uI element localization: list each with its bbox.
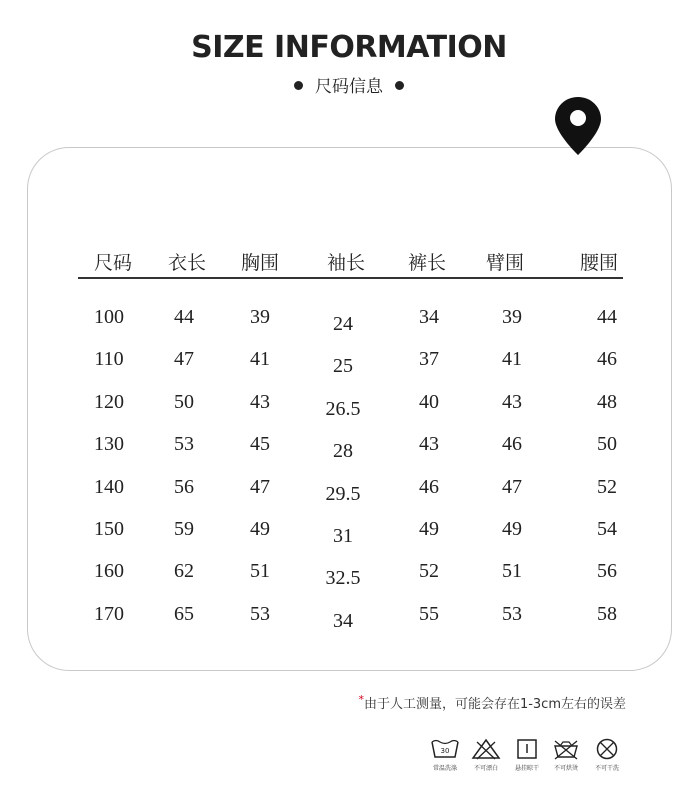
cell-waist: 58 — [597, 602, 617, 625]
bullet-left-icon — [294, 81, 303, 90]
cell-waist: 52 — [597, 475, 617, 498]
cell-size: 130 — [94, 433, 124, 456]
cell-length: 59 — [174, 518, 194, 540]
table-row — [0, 306, 698, 334]
cell-waist: 56 — [597, 560, 617, 583]
cell-size: 150 — [94, 518, 124, 540]
cell-length: 50 — [174, 390, 194, 413]
cell-length: 56 — [174, 475, 194, 498]
cell-sleeve: 32.5 — [325, 567, 361, 590]
table-row — [0, 391, 698, 419]
care-label-bleach: 不可漂白 — [473, 765, 498, 772]
cell-pants: 43 — [419, 433, 439, 456]
care-item-dry — [507, 738, 547, 772]
cell-size: 120 — [94, 390, 124, 413]
note-asterisk: * — [358, 693, 364, 706]
cell-size: 160 — [94, 560, 124, 583]
cell-sleeve: 24 — [333, 313, 353, 335]
cell-chest: 51 — [250, 560, 270, 583]
cell-arm: 51 — [502, 560, 522, 583]
cell-size: 170 — [94, 602, 124, 625]
table-row — [0, 476, 698, 504]
table-row — [0, 560, 698, 588]
cell-waist: 46 — [597, 348, 617, 371]
wash-30-icon — [430, 738, 460, 760]
cell-chest: 47 — [250, 475, 270, 498]
cell-pants: 40 — [419, 390, 439, 413]
header-divider — [78, 277, 623, 279]
svg-text:30: 30 — [440, 747, 450, 755]
cell-chest: 45 — [250, 433, 270, 456]
cell-waist: 54 — [597, 518, 617, 540]
col-header-length: 衣长 — [167, 252, 207, 274]
cell-sleeve: 34 — [333, 609, 353, 632]
cell-length: 62 — [174, 560, 194, 583]
cell-size: 110 — [94, 348, 124, 371]
table-row — [0, 518, 698, 546]
cell-arm: 43 — [502, 390, 522, 413]
cell-size: 140 — [94, 475, 124, 498]
cell-sleeve: 31 — [333, 525, 353, 547]
cell-chest: 43 — [250, 390, 270, 413]
col-header-pants: 裤长 — [407, 252, 447, 274]
care-label-dry: 悬挂晾干 — [514, 765, 539, 772]
cell-arm: 41 — [502, 348, 522, 371]
hang-dry-icon — [512, 738, 542, 760]
cell-waist: 48 — [597, 390, 617, 413]
no-dry-clean-icon — [592, 738, 622, 760]
table-row — [0, 348, 698, 376]
care-item-bleach — [466, 738, 506, 772]
cell-size: 100 — [94, 306, 124, 328]
col-header-arm: 臂围 — [485, 252, 525, 274]
page-subtitle — [0, 72, 698, 97]
measurement-note — [358, 693, 626, 712]
col-header-sleeve: 袖长 — [326, 252, 366, 274]
cell-sleeve: 29.5 — [325, 482, 361, 505]
col-header-size: 尺码 — [93, 252, 133, 274]
cell-chest: 49 — [250, 518, 270, 540]
cell-arm: 46 — [502, 433, 522, 456]
cell-pants: 55 — [419, 602, 439, 625]
col-header-waist: 腰围 — [579, 252, 619, 274]
table-row — [0, 603, 698, 631]
care-label-tumble: 不可烘烫 — [553, 765, 578, 772]
table-row — [0, 433, 698, 461]
cell-length: 53 — [174, 433, 194, 456]
cell-arm: 39 — [502, 306, 522, 328]
cell-chest: 39 — [250, 306, 270, 328]
care-item-wash — [425, 738, 465, 772]
location-pin-icon — [553, 95, 603, 157]
page-title: SIZE INFORMATION — [191, 30, 507, 65]
cell-waist: 44 — [597, 306, 617, 328]
cell-sleeve: 26.5 — [325, 397, 361, 420]
cell-arm: 53 — [502, 602, 522, 625]
care-label-dryclean: 不可干洗 — [594, 765, 619, 772]
cell-length: 65 — [174, 602, 194, 625]
no-tumble-dry-icon — [551, 738, 581, 760]
cell-waist: 50 — [597, 433, 617, 456]
cell-sleeve: 25 — [333, 355, 353, 378]
subtitle-text: 尺码信息 — [315, 77, 383, 97]
cell-pants: 34 — [419, 306, 439, 328]
cell-pants: 37 — [419, 348, 439, 371]
cell-pants: 49 — [419, 518, 439, 540]
cell-sleeve: 28 — [333, 440, 353, 463]
care-item-tumble — [546, 738, 586, 772]
col-header-chest: 胸围 — [240, 252, 280, 274]
note-text: 由于人工测量，可能会存在1-3cm左右的误差 — [363, 697, 626, 712]
table-header — [0, 248, 698, 280]
cell-pants: 46 — [419, 475, 439, 498]
cell-length: 44 — [174, 306, 194, 328]
cell-chest: 53 — [250, 602, 270, 625]
bullet-right-icon — [395, 81, 404, 90]
cell-arm: 47 — [502, 475, 522, 498]
care-item-dryclean — [587, 738, 627, 772]
cell-chest: 41 — [250, 348, 270, 371]
no-bleach-icon — [471, 738, 501, 760]
care-label-wash: 常温洗涤 — [432, 765, 457, 772]
cell-length: 47 — [174, 348, 194, 371]
cell-arm: 49 — [502, 518, 522, 540]
cell-pants: 52 — [419, 560, 439, 583]
